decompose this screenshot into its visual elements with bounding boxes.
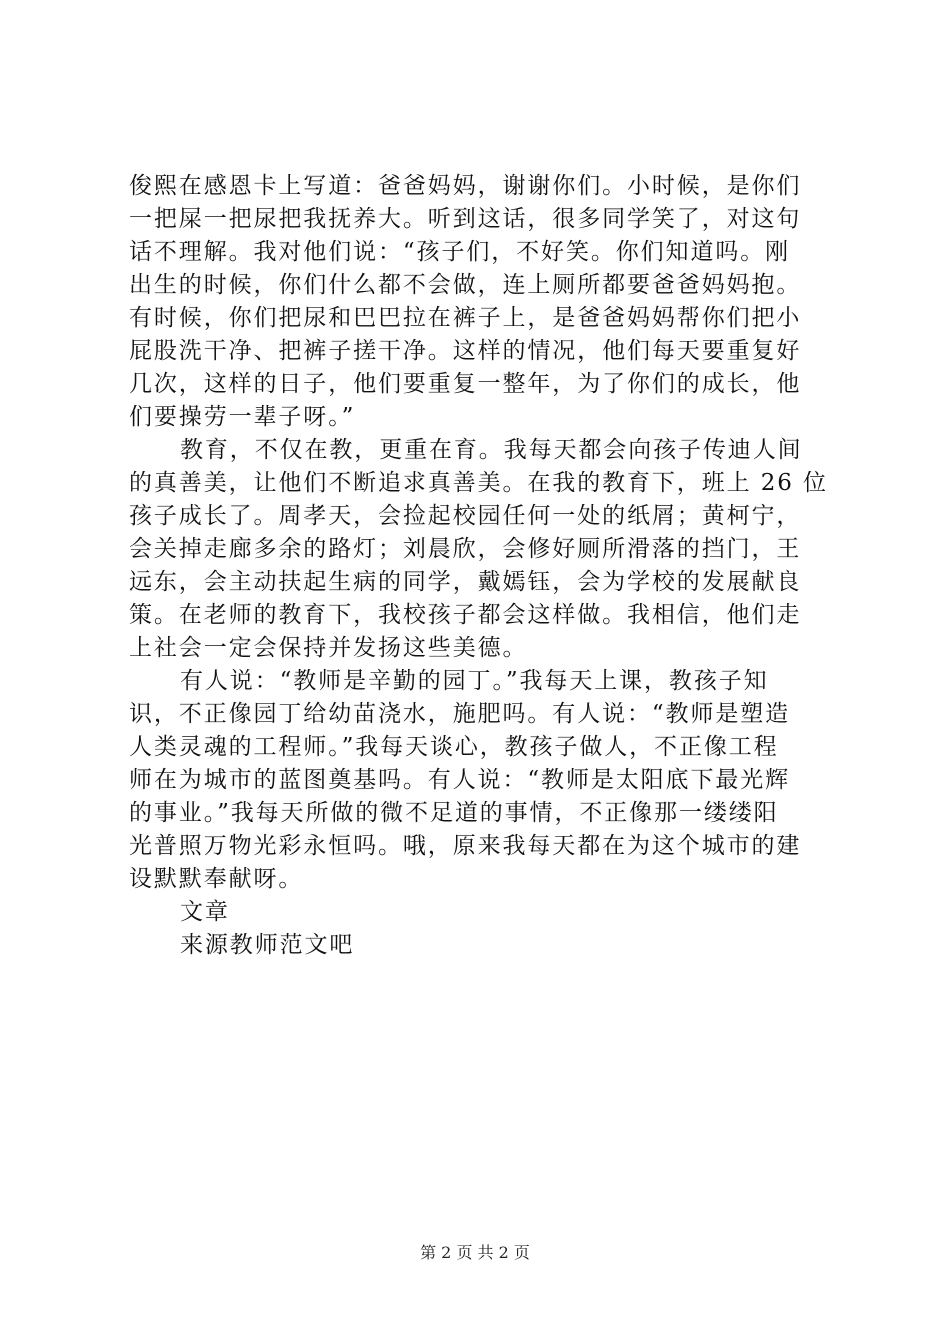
text-line: 师在为城市的蓝图奠基吗。有人说：“教师是太阳底下最光辉 (129, 767, 791, 793)
paragraph-start-line: 教育，不仅在教，更重在育。我每天都会向孩子传迪人间 (180, 437, 803, 463)
text-line: 策。在老师的教育下，我校孩子都会这样做。我相信，他们走 (129, 602, 802, 628)
text-line: 有时候，你们把尿和巴巴拉在裤子上，是爸爸妈妈帮你们把小 (129, 305, 802, 331)
text-line: 孩子成长了。周孝天，会捡起校园任何一处的纸屑；黄柯宁， (129, 503, 802, 529)
text-line: 屁股洗干净、把裤子搓干净。这样的情况，他们每天要重复好 (129, 338, 802, 364)
text-line: 上社会一定会保持并发扬这些美德。 (129, 635, 528, 661)
text-line: 一把屎一把尿把我抚养大。听到这话，很多同学笑了，对这句 (129, 206, 802, 232)
text-line: 话不理解。我对他们说：“孩子们，不好笑。你们知道吗。刚 (129, 239, 791, 265)
text-line: 们要操劳一辈子呀。” (129, 404, 356, 430)
text-line: 人类灵魂的工程师。”我每天谈心，教孩子做人，不正像工程 (129, 734, 779, 760)
page-footer: 第 2 页 共 2 页 (420, 1243, 530, 1262)
text-line: 光普照万物光彩永恒吗。哦，原来我每天都在为这个城市的建 (129, 833, 802, 859)
text-line: 的真善美，让他们不断追求真善美。在我的教育下，班上 26 位 (129, 470, 828, 496)
document-body (129, 170, 829, 962)
paragraph-start-line: 有人说：“教师是辛勤的园丁。”我每天上课，教孩子知 (180, 668, 769, 694)
paragraph-start-line: 文章 (180, 899, 230, 925)
text-line: 几次，这样的日子，他们要重复一整年，为了你们的成长，他 (129, 371, 802, 397)
text-line: 出生的时候，你们什么都不会做，连上厕所都要爸爸妈妈抱。 (129, 272, 802, 298)
text-line: 俊熙在感恩卡上写道：爸爸妈妈，谢谢你们。小时候，是你们 (129, 173, 802, 199)
text-line: 设默默奉献呀。 (129, 866, 304, 892)
text-line: 识，不正像园丁给幼苗浇水，施肥吗。有人说：“教师是塑造 (129, 701, 791, 727)
text-line: 远东，会主动扶起生病的同学，戴嫣钰，会为学校的发展献良 (129, 569, 802, 595)
text-line: 会关掉走廊多余的路灯；刘晨欣，会修好厕所滑落的挡门，王 (129, 536, 802, 562)
paragraph-start-line: 来源教师范文吧 (180, 932, 355, 958)
text-line: 的事业。”我每天所做的微不足道的事情，不正像那一缕缕阳 (129, 800, 779, 826)
